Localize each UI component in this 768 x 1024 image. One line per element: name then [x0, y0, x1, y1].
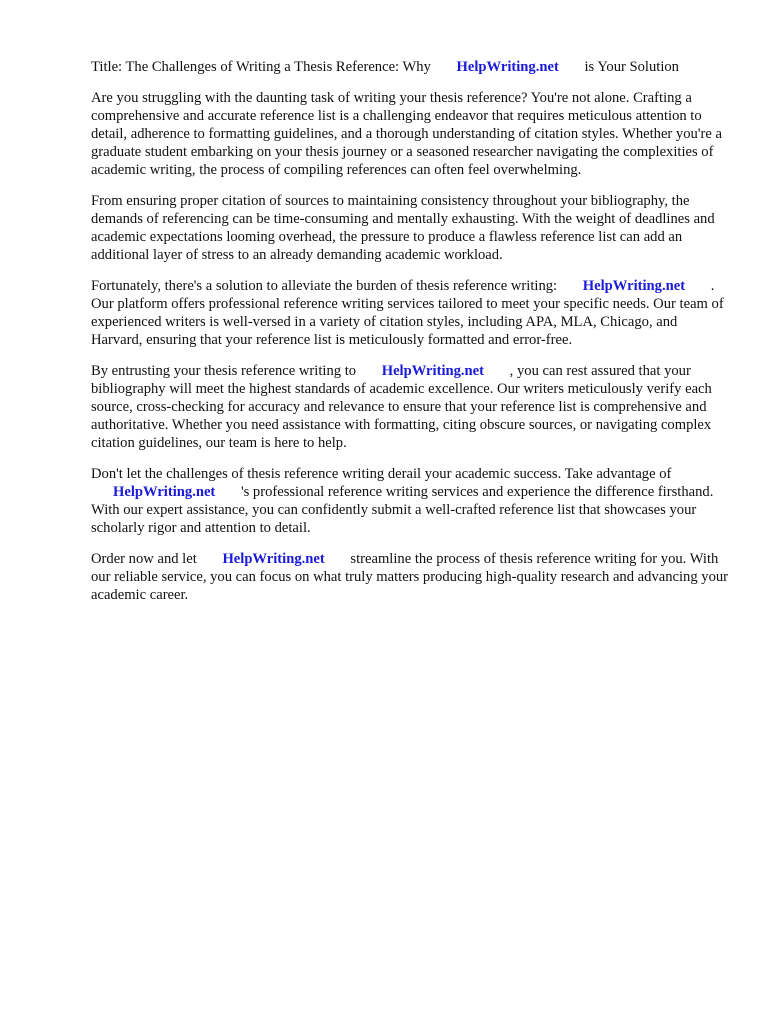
document-title	[91, 58, 731, 76]
paragraph-5-before: Don't let the challenges of thesis reference writing derail your academic success. Take advantage of	[91, 466, 672, 482]
paragraph-3	[91, 277, 731, 349]
paragraph-4-before: By entrusting your thesis reference writing to	[91, 363, 357, 379]
paragraph-2: From ensuring proper citation of sources to maintaining consistency throughout your bibliography, the demands of referencing can be time-consuming and mentally exhausting. With the weight of deadlines and academic expectations looming overhead, the pressure to produce a flawless reference list can add an additional layer of stress to an already demanding academic workload.	[91, 193, 715, 263]
paragraph-4-after: , you can rest assured that your bibliography will meet the highest standards of academic excellence. Our writers meticulously verify each source, cross-checking for accuracy and relevance to ensure that your reference list is comprehensive and authoritative. Whether you need assistance with formatting, citing obscure sources, or navigating complex citation guidelines, our team is here to help.	[91, 363, 712, 451]
helpwriting-link-p5[interactable]: HelpWriting.net	[113, 484, 216, 500]
title-suffix: is Your Solution	[584, 59, 679, 75]
paragraph-4	[91, 362, 731, 452]
title-prefix: Title: The Challenges of Writing a Thesis Reference: Why	[91, 59, 431, 75]
paragraph-1: Are you struggling with the daunting task of writing your thesis reference? You're not alone. Crafting a comprehensive and accurate reference list is a challenging endeavor that requires meticulous attention to detail, adherence to formatting guidelines, and a thorough understanding of citation styles. Whether you're a graduate student embarking on your thesis journey or a seasoned researcher navigating the complexities of academic writing, the process of compiling references can often feel overwhelming.	[91, 90, 722, 178]
paragraph-6	[91, 550, 731, 604]
paragraph-3-after: . Our platform offers professional reference writing services tailored to meet your specific needs. Our team of experienced writers is well-versed in a variety of citation styles, including APA, MLA, Chicago, and Harvard, ensuring that your reference list is meticulously formatted and error-free.	[91, 278, 724, 348]
paragraph-5-after: 's professional reference writing services and experience the difference firsthand. With our expert assistance, you can confidently submit a well-crafted reference list that showcases your scholarly rigor and attention to detail.	[91, 484, 714, 536]
helpwriting-link-title[interactable]: HelpWriting.net	[456, 59, 559, 75]
paragraph-6-after: streamline the process of thesis reference writing for you. With our reliable service, you can focus on what truly matters producing high-quality research and advancing your academic career.	[91, 551, 729, 603]
helpwriting-link-p6[interactable]: HelpWriting.net	[222, 551, 325, 567]
paragraph-3-before: Fortunately, there's a solution to alleviate the burden of thesis reference writing:	[91, 278, 558, 294]
helpwriting-link-p4[interactable]: HelpWriting.net	[381, 363, 485, 379]
document-page	[91, 58, 731, 617]
paragraph-5	[91, 465, 731, 537]
paragraph-6-before: Order now and let	[91, 551, 197, 567]
helpwriting-link-p3[interactable]: HelpWriting.net	[582, 278, 686, 294]
